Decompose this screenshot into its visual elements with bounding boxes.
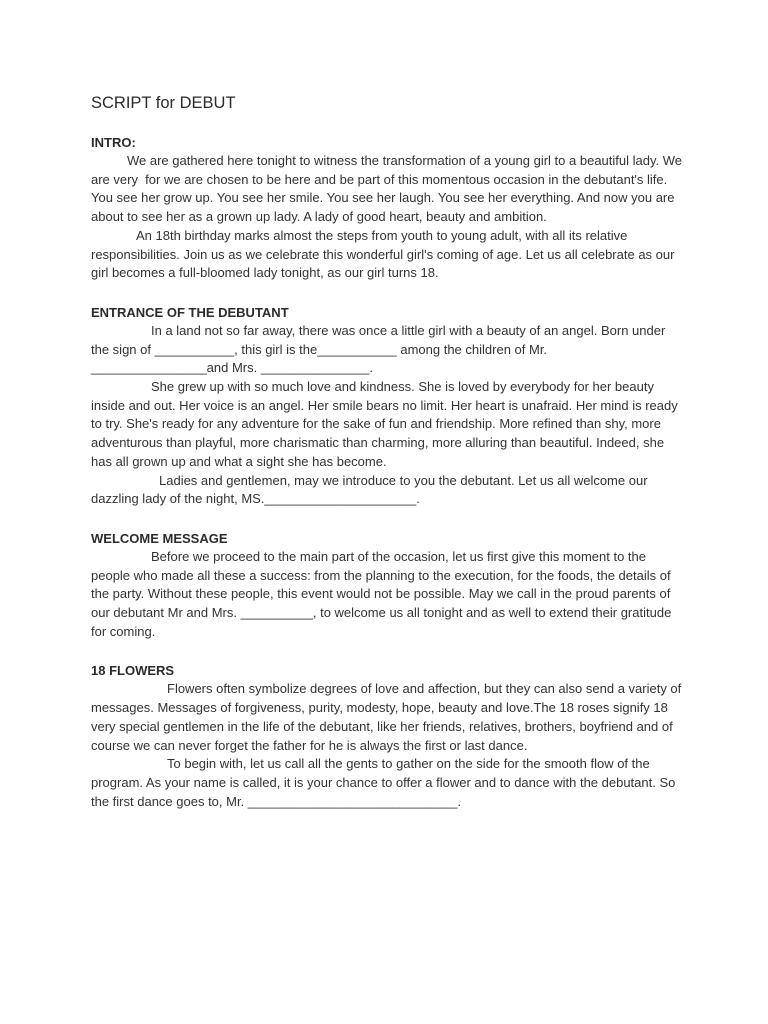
paragraph: Flowers often symbolize degrees of love and affection, but they can also send a variety of messages. Messages of forgiveness, purity, modesty, hope, beauty and love.The 18 roses signify 18 very special gentlemen in the life of the debutant, like her friends, relatives, brothers, boyfriend and of course we can never forget the father for he is always the first or last dance. <box>91 681 685 753</box>
section-entrance <box>91 304 683 509</box>
paragraph: In a land not so far away, there was once a little girl with a beauty of an angel. Born under the sign of ___________, this girl is the___________ among the children of Mr. ________________and Mrs. _______________. <box>91 322 669 376</box>
section-welcome-message <box>91 530 683 642</box>
paragraph: We are gathered here tonight to witness the transformation of a young girl to a beautiful lady. We are very for we are chosen to be here and be part of this momentous occasion in the debutant's life. You see her grow up. You see her smile. You see her laugh. You see her everything. And now you are about to see her as a grown up lady. A lady of good heart, beauty and ambition. <box>91 153 686 225</box>
section-heading-welcome-message: WELCOME MESSAGE <box>91 530 228 546</box>
section-heading-entrance: ENTRANCE OF THE DEBUTANT <box>91 304 289 320</box>
paragraph: She grew up with so much love and kindness. She is loved by everybody for her beauty inside and out. Her voice is an angel. Her smile bears no limit. Her heart is unafraid. Her mind is ready to try. She's ready for any adventure for the sake of fun and friendship. More refined than shy, more adventurous than playful, more charismatic than charming, more alluring than beautiful. Indeed, she has all grown up and what a sight she has become. <box>91 379 682 469</box>
document-title: SCRIPT for DEBUT <box>91 94 236 112</box>
section-heading-18-flowers: 18 FLOWERS <box>91 663 175 679</box>
paragraph: To begin with, let us call all the gents to gather on the side for the smooth flow of the program. As your name is called, it is your chance to offer a flower and to dance with the debutant. So the first dance goes to, Mr. _____________________________. <box>91 756 679 809</box>
paragraph: Before we proceed to the main part of the occasion, let us first give this moment to the people who made all these a success: from the planning to the execution, for the foods, the details of the party. Without these people, this event would not be possible. May we call in the proud parents of our debutant Mr and Mrs. __________, to welcome us all tonight and as well to extend their gratitude for coming. <box>91 548 675 639</box>
paragraph: An 18th birthday marks almost the steps from youth to young adult, with all its relative responsibilities. Join us as we celebrate this wonderful girl's coming of age. Let us all celebrate as our girl becomes a full-bloomed lady tonight, as our girl turns 18. <box>91 227 679 281</box>
paragraph: Ladies and gentlemen, may we introduce to you the debutant. Let us all welcome our dazzling lady of the night, MS._____________________. <box>91 472 652 507</box>
section-intro <box>91 134 686 283</box>
section-heading-intro: INTRO: <box>91 135 136 150</box>
section-18-flowers <box>91 662 683 811</box>
document-page <box>91 92 686 832</box>
